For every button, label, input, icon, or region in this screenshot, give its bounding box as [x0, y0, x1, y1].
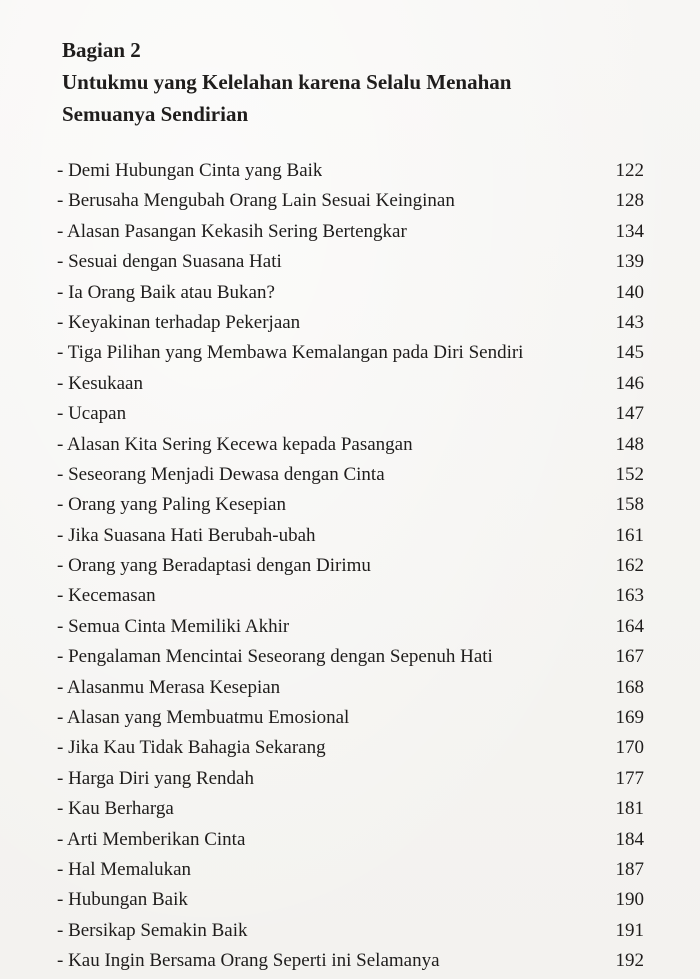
section-header: [62, 34, 662, 130]
toc-entry-title: - Arti Memberikan Cinta: [57, 828, 246, 850]
toc-entry: [57, 916, 647, 946]
toc-entry-page-number: 161: [615, 524, 644, 546]
toc-entry-page-number: 152: [615, 463, 644, 485]
toc-entry-title: - Bersikap Semakin Baik: [57, 919, 248, 941]
toc-entry-page-number: 139: [615, 251, 644, 273]
toc-entry: [57, 764, 647, 794]
section-title-line-1: Untukmu yang Kelelahan karena Selalu Menahan: [62, 70, 512, 94]
toc-entry-page-number: 177: [615, 767, 644, 789]
toc-entry: [57, 642, 647, 672]
toc-entry-title: - Ucapan: [57, 403, 127, 425]
toc-entry-page-number: 147: [615, 403, 644, 425]
toc-entry-title: - Alasan yang Membuatmu Emosional: [57, 707, 350, 729]
toc-entry-page-number: 169: [615, 707, 644, 729]
toc-entry: [57, 490, 647, 520]
toc-entry-title: - Hal Memalukan: [57, 858, 192, 880]
toc-entry-title: - Hubungan Baik: [57, 889, 188, 911]
toc-entry-title: - Orang yang Paling Kesepian: [57, 494, 286, 516]
toc-entry-title: - Orang yang Beradaptasi dengan Dirimu: [57, 555, 371, 577]
toc-entry-page-number: 143: [615, 311, 644, 333]
toc-entry-page-number: 128: [615, 190, 644, 212]
toc-entry-page-number: 190: [615, 889, 644, 911]
toc-entry-title: - Harga Diri yang Rendah: [57, 767, 254, 789]
toc-entry: [57, 551, 647, 581]
toc-entry-page-number: 146: [615, 372, 644, 394]
toc-entry-title: - Keyakinan terhadap Pekerjaan: [57, 311, 301, 333]
toc-entry-title: - Seseorang Menjadi Dewasa dengan Cinta: [57, 463, 385, 485]
toc-entry-title: - Pengalaman Mencintai Seseorang dengan Sepenuh Hati: [57, 646, 493, 668]
toc-entry-page-number: 140: [615, 281, 644, 303]
toc-entry-page-number: 145: [615, 342, 644, 364]
toc-entry: [57, 673, 647, 703]
toc-entry: [57, 338, 647, 368]
toc-entry-title: - Alasanmu Merasa Kesepian: [57, 676, 281, 698]
toc-entry: [57, 308, 647, 338]
toc-entry: [57, 825, 647, 855]
toc-entry-title: - Alasan Kita Sering Kecewa kepada Pasangan: [57, 433, 413, 455]
table-of-contents: [57, 156, 647, 977]
toc-entry-page-number: 122: [615, 160, 644, 181]
toc-entry-page-number: 187: [615, 858, 644, 880]
toc-entry-page-number: 162: [615, 555, 644, 577]
toc-entry-page-number: 148: [615, 433, 644, 455]
toc-entry: [57, 703, 647, 733]
toc-entry-page-number: 164: [615, 615, 644, 637]
toc-entry-title: - Kau Ingin Bersama Orang Seperti ini Selamanya: [57, 950, 440, 972]
toc-entry-page-number: 167: [615, 646, 644, 668]
toc-entry: [57, 581, 647, 611]
toc-entry-title: - Sesuai dengan Suasana Hati: [57, 251, 282, 273]
toc-entry-title: - Jika Kau Tidak Bahagia Sekarang: [57, 737, 326, 759]
toc-entry-page-number: 170: [615, 737, 644, 759]
toc-entry: [57, 733, 647, 763]
toc-entry-title: - Berusaha Mengubah Orang Lain Sesuai Keinginan: [57, 190, 455, 212]
toc-entry: [57, 460, 647, 490]
toc-entry-title: - Semua Cinta Memiliki Akhir: [57, 615, 290, 637]
toc-entry-title: - Kesukaan: [57, 372, 143, 394]
toc-entry: [57, 946, 647, 976]
toc-entry-title: - Alasan Pasangan Kekasih Sering Bertengkar: [57, 220, 407, 242]
toc-entry-title: - Ia Orang Baik atau Bukan?: [57, 281, 275, 303]
toc-entry-page-number: 191: [615, 919, 644, 941]
toc-entry: [57, 399, 647, 429]
toc-entry: [57, 885, 647, 915]
toc-entry-page-number: 184: [615, 828, 644, 850]
toc-entry-title: - Tiga Pilihan yang Membawa Kemalangan pada Diri Sendiri: [57, 342, 524, 364]
toc-entry: [57, 369, 647, 399]
toc-entry: [57, 156, 647, 186]
toc-entry: [57, 855, 647, 885]
toc-entry-page-number: 192: [615, 950, 644, 972]
toc-entry: [57, 521, 647, 551]
toc-entry-title: - Demi Hubungan Cinta yang Baik: [57, 160, 323, 181]
toc-entry: [57, 247, 647, 277]
section-title-line-2: Semuanya Sendirian: [62, 102, 249, 126]
toc-entry: [57, 794, 647, 824]
toc-entry-title: - Kecemasan: [57, 585, 156, 607]
toc-entry: [57, 217, 647, 247]
toc-entry-page-number: 163: [615, 585, 644, 607]
toc-entry-page-number: 181: [615, 798, 644, 820]
toc-entry-title: - Kau Berharga: [57, 798, 174, 820]
toc-entry-page-number: 158: [615, 494, 644, 516]
toc-entry: [57, 186, 647, 216]
toc-entry-page-number: 168: [615, 676, 644, 698]
toc-entry: [57, 430, 647, 460]
toc-entry-title: - Jika Suasana Hati Berubah-ubah: [57, 524, 316, 546]
toc-entry: [57, 278, 647, 308]
toc-entry-page-number: 134: [615, 220, 644, 242]
part-label: Bagian 2: [62, 38, 141, 62]
toc-entry: [57, 612, 647, 642]
